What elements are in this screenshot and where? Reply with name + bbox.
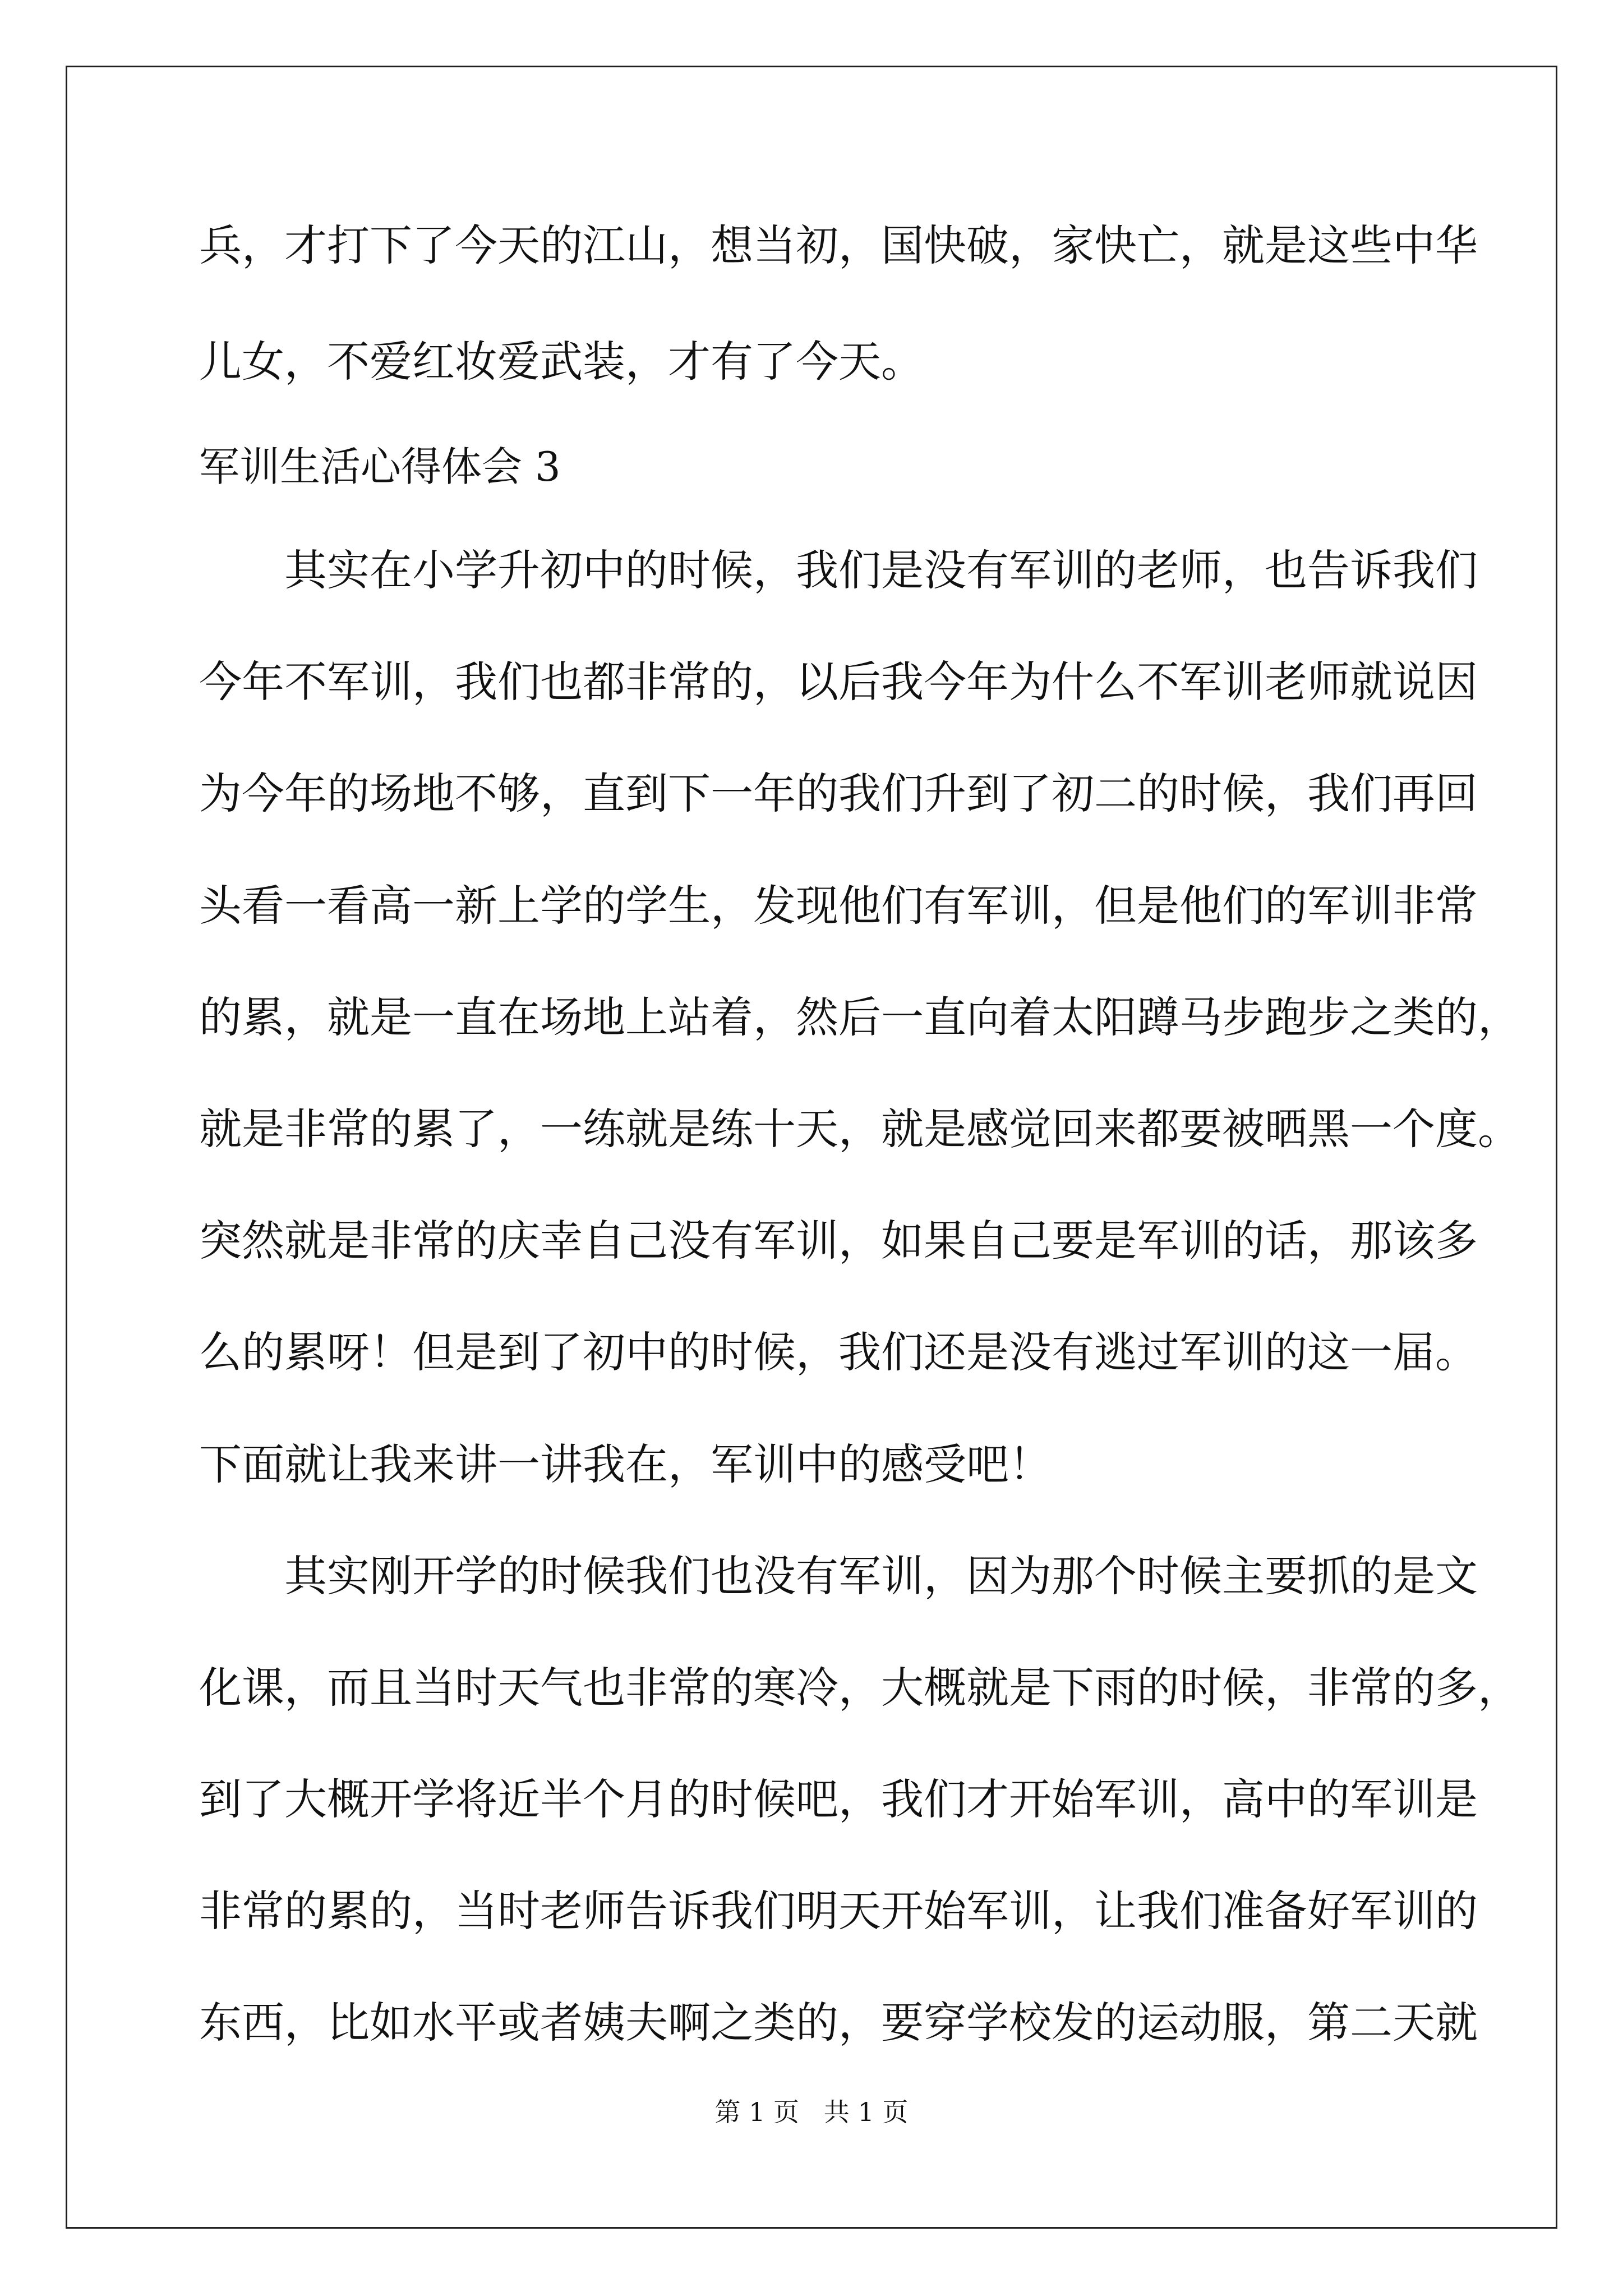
paragraph-line: 为今年的场地不够，直到下一年的我们升到了初二的时候，我们再回 bbox=[199, 769, 1478, 818]
paragraph-line: 么的累呀！但是到了初中的时候，我们还是没有逃过军训的这一届。 bbox=[199, 1327, 1478, 1377]
paragraph-line: 其实在小学升初中的时候，我们是没有军训的老师，也告诉我们 bbox=[284, 545, 1478, 595]
paragraph-line: 化课，而且当时天气也非常的寒冷，大概就是下雨的时候，非常的多， bbox=[199, 1663, 1520, 1713]
section-title: 军训生活心得体会 3 bbox=[199, 443, 561, 490]
paragraph-line: 到了大概开学将近半个月的时候吧，我们才开始军训，高中的军训是 bbox=[199, 1774, 1478, 1824]
paragraph-line: 东西，比如水平或者姨夫啊之类的，要穿学校发的运动服，第二天就 bbox=[199, 1998, 1478, 2047]
paragraph-line: 其实刚开学的时候我们也没有军训，因为那个时候主要抓的是文 bbox=[284, 1551, 1478, 1601]
paragraph-line: 突然就是非常的庆幸自己没有军训，如果自己要是军训的话，那该多 bbox=[199, 1216, 1478, 1266]
paragraph-line: 头看一看高一新上学的学生，发现他们有军训，但是他们的军训非常 bbox=[199, 881, 1478, 931]
page-footer: 第 1 页 共 1 页 bbox=[714, 2097, 909, 2127]
paragraph-line: 非常的累的，当时老师告诉我们明天开始军训，让我们准备好军训的 bbox=[199, 1886, 1478, 1936]
paragraph-line: 下面就让我来讲一讲我在，军训中的感受吧！ bbox=[199, 1439, 1052, 1489]
paragraph-line: 的累，就是一直在场地上站着，然后一直向着太阳蹲马步跑步之类的， bbox=[199, 992, 1520, 1042]
paragraph-line: 就是非常的累了，一练就是练十天，就是感觉回来都要被晒黑一个度。 bbox=[199, 1104, 1520, 1154]
text-line: 兵，才打下了今天的江山，想当初，国快破，家快亡，就是这些中华 bbox=[199, 220, 1478, 270]
text-line: 儿女，不爱红妆爱武装，才有了今天。 bbox=[199, 337, 924, 386]
paragraph-line: 今年不军训，我们也都非常的，以后我今年为什么不军训老师就说因 bbox=[199, 657, 1478, 707]
